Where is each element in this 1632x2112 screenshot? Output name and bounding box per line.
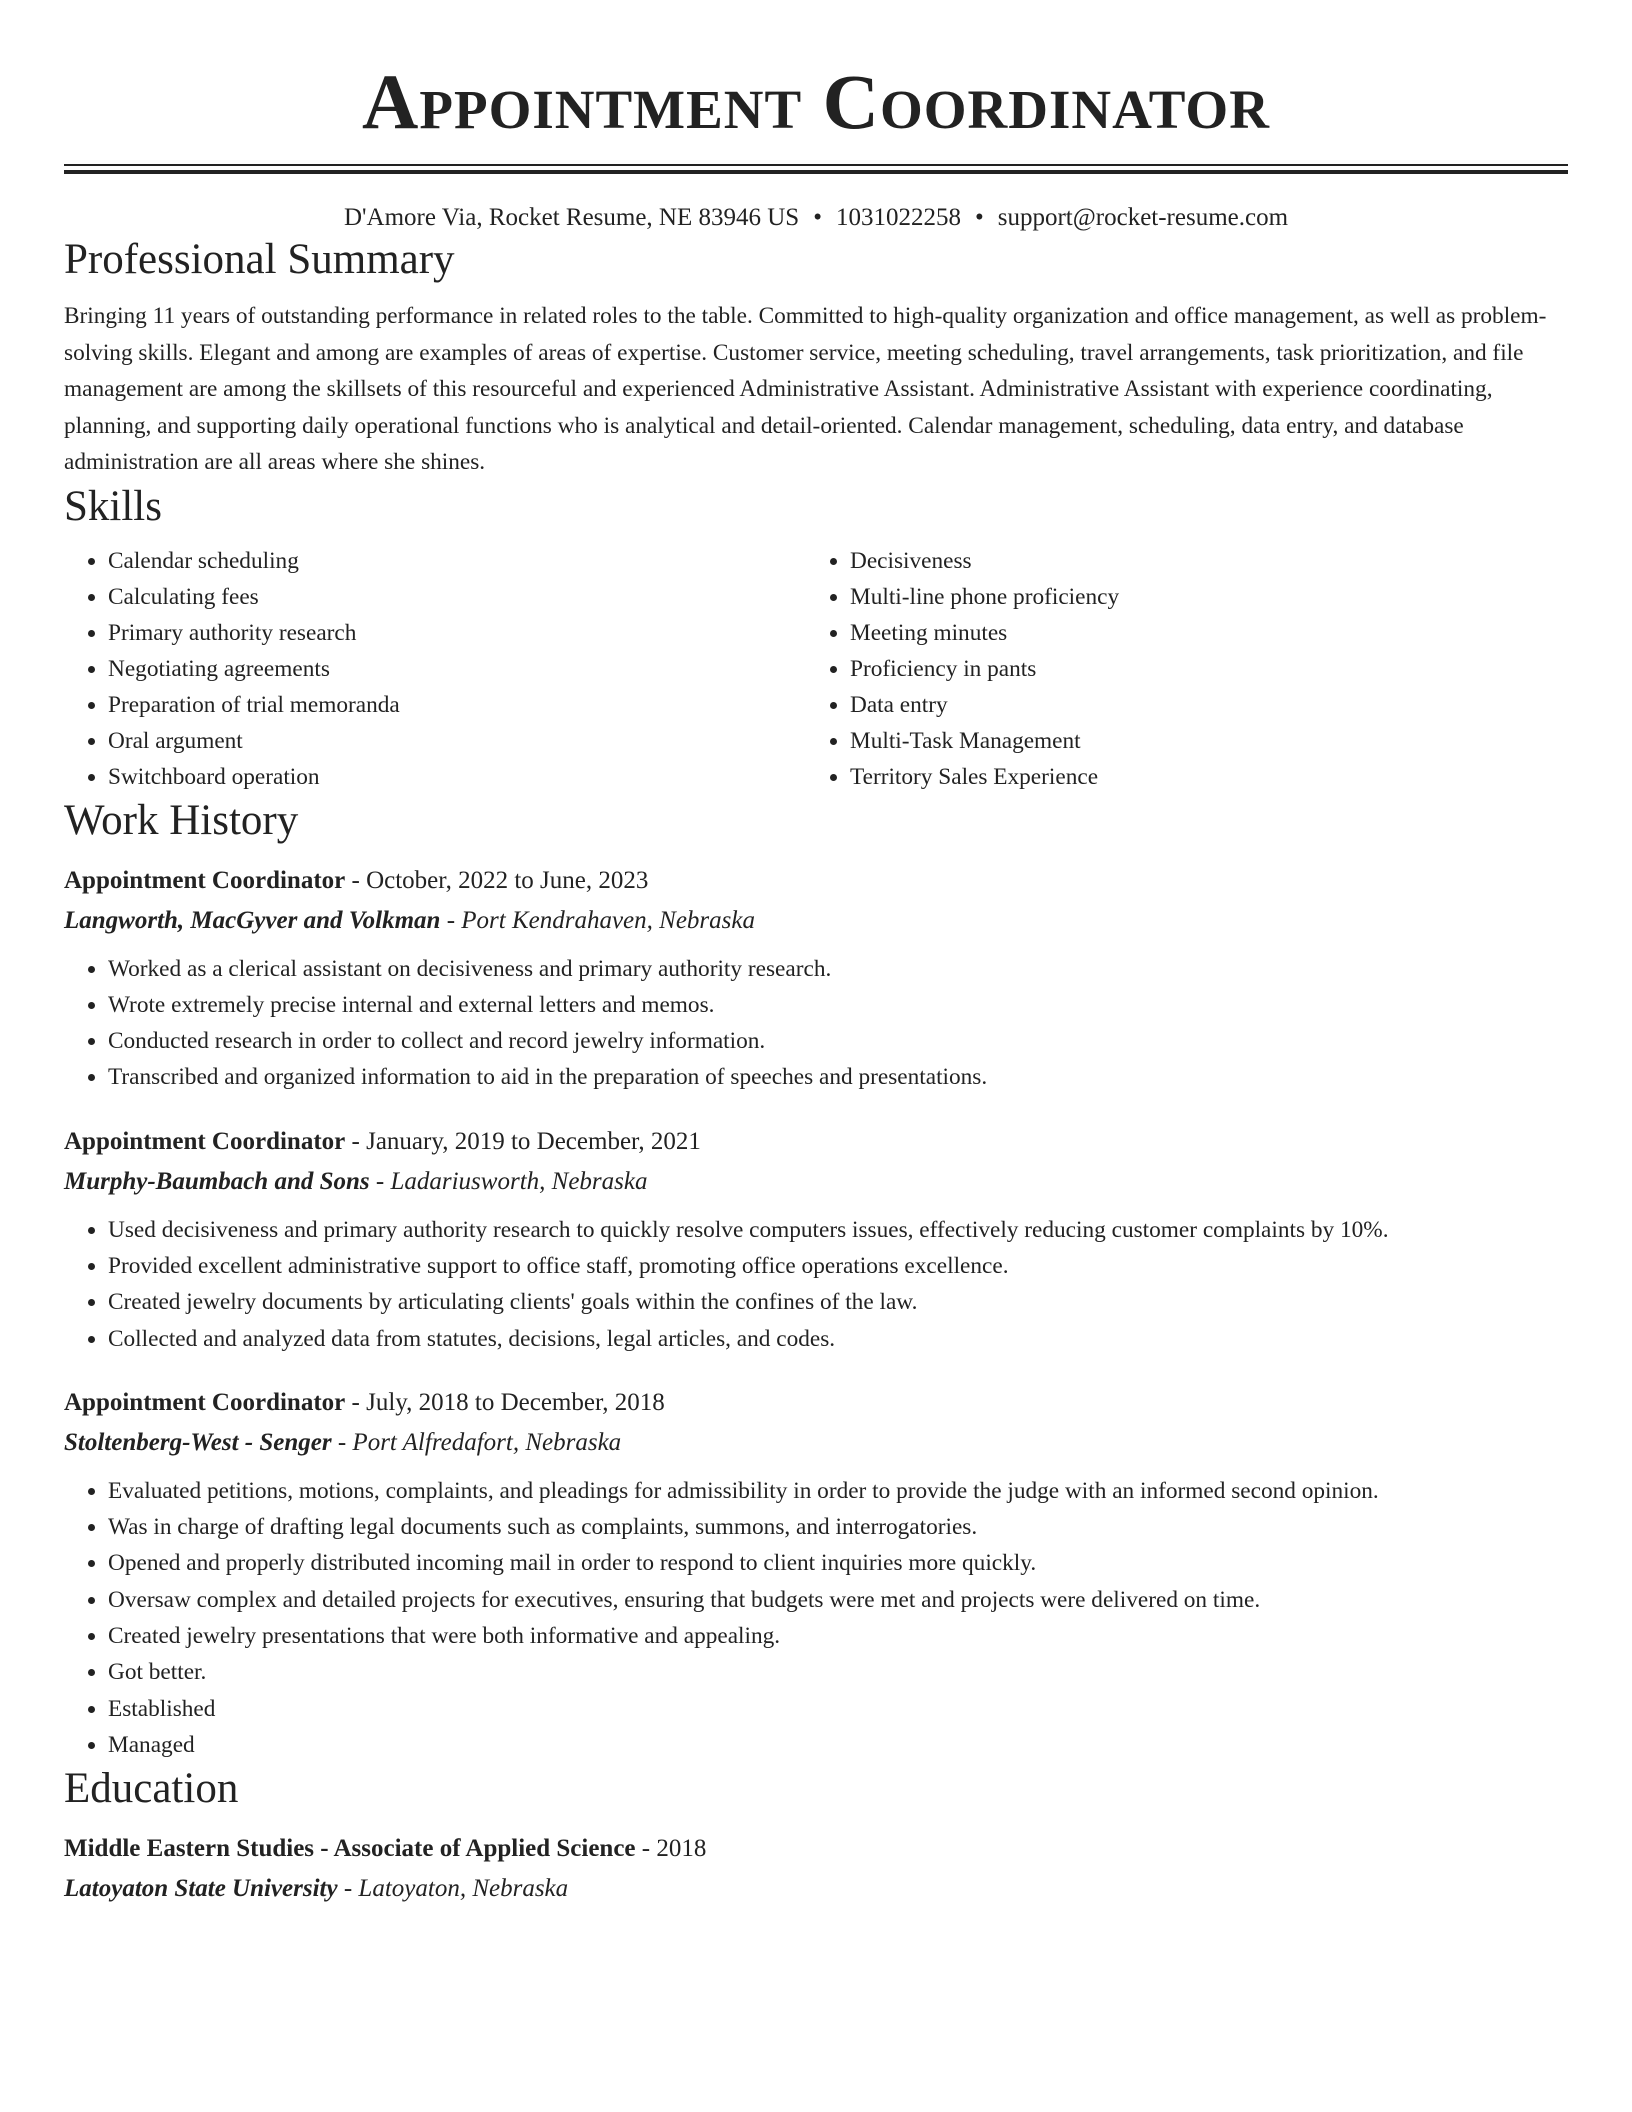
summary-text: Bringing 11 years of outstanding performance in related roles to the table. Committed to high-quality organization and office management, as well as problem-solving skills. Elegant and among are examples of areas of expertise. Customer service, meeting scheduling, travel arrangements, task prioritization, and file management are among the skillsets of this resourceful and experienced Administrative Assistant. Administrative Assistant with experience coordinating, planning, and supporting daily operational functions who is analytical and detail-oriented. Calendar management, scheduling, data entry, and database administration are all areas where she shines.: [64, 303, 1547, 475]
education-school: Latoyaton State University: [64, 1875, 338, 1903]
education-entry: [64, 1829, 1568, 1909]
education-year: - 2018: [635, 1835, 707, 1863]
skill-item: • Oral argument: [108, 723, 806, 759]
skills-column-right: [806, 543, 1556, 795]
job-company: Langworth, MacGyver and Volkman: [64, 906, 441, 934]
skill-item: • Proficiency in pants: [850, 651, 1556, 687]
job-duty: • Wrote extremely precise internal and external letters and memos.: [108, 987, 1568, 1023]
education-header: [64, 1829, 1568, 1869]
skill-item: • Territory Sales Experience: [850, 759, 1556, 795]
job-duty: • Got better.: [108, 1654, 1568, 1690]
skills-column-left: [64, 543, 806, 795]
contact-line: [64, 202, 1568, 234]
job-duty: • Was in charge of drafting legal documents such as complaints, summons, and interrogatories.: [108, 1509, 1568, 1545]
education-location: - Latoyaton, Nebraska: [337, 1875, 569, 1903]
job-dates: - January, 2019 to December, 2021: [345, 1127, 701, 1155]
skill-item: • Meeting minutes: [850, 615, 1556, 651]
contact-address: D'Amore Via, Rocket Resume, NE 83946 US: [343, 204, 800, 231]
job-dates: - July, 2018 to December, 2018: [345, 1388, 665, 1416]
job-title: Appointment Coordinator: [64, 1127, 346, 1155]
contact-email: support@rocket-resume.com: [997, 204, 1289, 231]
job-duty: • Collected and analyzed data from statutes, decisions, legal articles, and codes.: [108, 1321, 1568, 1357]
job-dates: - October, 2022 to June, 2023: [345, 866, 649, 894]
job-duty: • Managed: [108, 1727, 1568, 1763]
job-duties: [64, 1212, 1568, 1357]
job-entry: [64, 1383, 1568, 1763]
job-duty: • Conducted research in order to collect and record jewelry information.: [108, 1023, 1568, 1059]
header-rule: [64, 164, 1568, 174]
summary-heading: Professional Summary: [64, 236, 455, 283]
job-entry: [64, 1122, 1568, 1357]
job-title: Appointment Coordinator: [64, 1388, 346, 1416]
job-employer: [64, 1423, 1568, 1463]
skill-item: • Calendar scheduling: [108, 543, 806, 579]
skill-item: • Multi-Task Management: [850, 723, 1556, 759]
job-duty: • Opened and properly distributed incoming mail in order to respond to client inquiries more quickly.: [108, 1545, 1568, 1581]
skill-item: • Negotiating agreements: [108, 651, 806, 687]
job-duty: • Worked as a clerical assistant on decisiveness and primary authority research.: [108, 951, 1568, 987]
work-history-heading: Work History: [64, 796, 299, 844]
job-employer: [64, 901, 1568, 941]
job-duty: • Oversaw complex and detailed projects for executives, ensuring that budgets were met and projects were delivered on time.: [108, 1582, 1568, 1618]
job-duty: • Created jewelry documents by articulating clients' goals within the confines of the law.: [108, 1284, 1568, 1320]
skill-item: • Multi-line phone proficiency: [850, 579, 1556, 615]
skill-item: • Data entry: [850, 687, 1556, 723]
skill-item: • Switchboard operation: [108, 759, 806, 795]
job-header: [64, 1122, 1568, 1162]
job-duty: • Used decisiveness and primary authority research to quickly resolve computers issues, effectively reducing customer complaints by 10%.: [108, 1212, 1568, 1248]
job-location: - Port Alfredafort, Nebraska: [331, 1428, 622, 1456]
job-duties: [64, 1473, 1568, 1763]
job-duty: • Transcribed and organized information to aid in the preparation of speeches and presentations.: [108, 1059, 1568, 1095]
resume-name: Appointment Coordinator: [362, 58, 1270, 145]
education-heading: Education: [64, 1765, 239, 1813]
job-duty: • Evaluated petitions, motions, complaints, and pleadings for admissibility in order to provide the judge with an informed second opinion.: [108, 1473, 1568, 1509]
job-location: - Ladariusworth, Nebraska: [369, 1167, 648, 1195]
education-degree: Middle Eastern Studies - Associate of Applied Science: [64, 1835, 636, 1863]
job-company: Stoltenberg-West - Senger: [64, 1428, 332, 1456]
education-institution: [64, 1869, 1568, 1909]
job-location: - Port Kendrahaven, Nebraska: [440, 906, 755, 934]
skill-item: • Calculating fees: [108, 579, 806, 615]
job-duty: • Provided excellent administrative support to office staff, promoting office operations excellence.: [108, 1248, 1568, 1284]
job-duties: [64, 951, 1568, 1096]
skill-item: • Preparation of trial memoranda: [108, 687, 806, 723]
skills-heading: Skills: [64, 482, 162, 530]
job-entry: [64, 861, 1568, 1096]
job-employer: [64, 1162, 1568, 1202]
skill-item: • Primary authority research: [108, 615, 806, 651]
contact-phone: 1031022258: [835, 204, 961, 231]
job-company: Murphy-Baumbach and Sons: [64, 1167, 370, 1195]
job-title: Appointment Coordinator: [64, 866, 346, 894]
job-header: [64, 861, 1568, 901]
skills-list: [64, 543, 1568, 795]
skill-item: • Decisiveness: [850, 543, 1556, 579]
contact-separator: •: [813, 204, 822, 231]
job-header: [64, 1383, 1568, 1423]
job-duty: • Created jewelry presentations that were both informative and appealing.: [108, 1618, 1568, 1654]
job-duty: • Established: [108, 1691, 1568, 1727]
contact-separator: •: [974, 204, 984, 231]
